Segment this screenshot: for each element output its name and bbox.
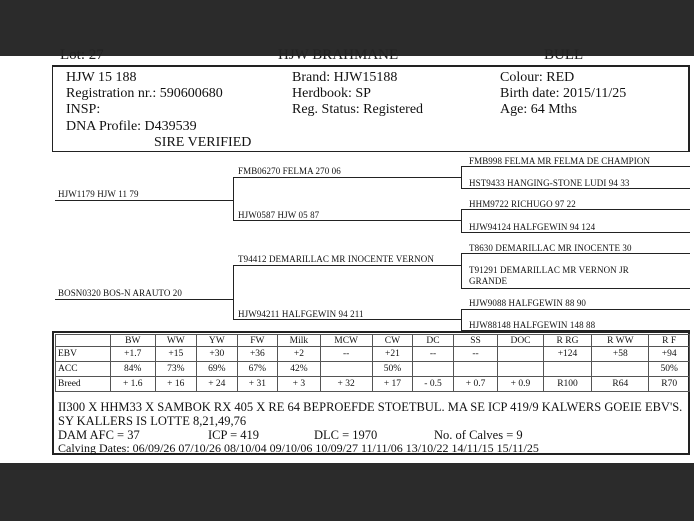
ebv-cell [320,362,372,377]
ebv-cell: + 24 [197,377,238,392]
ebv-header-cell: MCW [320,335,372,347]
dd-branch [461,309,462,330]
ebv-cell: +94 [649,347,690,362]
calving-dates: Calving Dates: 06/09/26 07/10/26 08/10/04 09/10/06 10/09/27 11/11/06 13/10/22 14/11/15 15/11/25 [58,441,539,455]
pedigree-sire-sire: FMB06270 FELMA 270 06 [238,166,341,176]
ebv-header-row [56,335,690,347]
ebv-cell: + 0.9 [498,377,543,392]
ebv-cell: +2 [278,347,320,362]
header-right-rule [688,65,690,152]
ebv-cell: -- [453,347,498,362]
ebv-cell: 67% [237,362,278,377]
ebv-cell: +21 [372,347,413,362]
sd-rule [233,220,461,221]
ss-rule [233,177,461,178]
dam-icp: ICP = 419 [208,428,260,442]
ebv-cell: 84% [111,362,156,377]
pedigree-ggp-4: HJW94124 HALFGEWIN 94 124 [469,222,596,232]
ebv-header-cell [56,335,111,347]
ebv-header-cell: R F [649,335,690,347]
ebv-cell [498,362,543,377]
ebv-header-cell: BW [111,335,156,347]
dna-profile: DNA Profile: D439539 [66,119,197,134]
g6-rule [461,288,690,289]
ds-rule [233,265,461,266]
g2-rule [461,188,690,189]
sire-verified: SIRE VERIFIED [154,135,252,150]
ebv-cell: 50% [649,362,690,377]
pedigree-ggp-6: T91291 DEMARILLAC MR VERNON JR GRANDE [469,265,629,286]
ebv-cell: -- [413,347,454,362]
header-bottom-rule [52,151,690,152]
ebv-row [56,362,690,377]
ebv-cell: -- [320,347,372,362]
dam-stats [58,428,678,442]
ebv-header-cell: R WW [592,335,649,347]
pedigree-ggp-3: HHM9722 RICHUGO 97 22 [469,199,576,209]
ebv-box-left [52,331,54,455]
ebv-cell [413,362,454,377]
sire-rule [55,200,233,201]
ebv-cell: 73% [155,362,197,377]
ebv-header-cell: DC [413,335,454,347]
ebv-cell: + 3 [278,377,320,392]
dam-calves: No. of Calves = 9 [434,428,523,442]
lot-heading [60,47,620,63]
g7-rule [461,309,690,310]
dd-rule [233,319,461,320]
ebv-header-cell: WW [155,335,197,347]
insp-field: INSP: [66,102,101,117]
ebv-header-cell: Milk [278,335,320,347]
birth-date: Birth date: 2015/11/25 [500,86,627,101]
ebv-cell: + 1.6 [111,377,156,392]
ebv-cell: 69% [197,362,238,377]
brand: Brand: HJW15188 [292,70,398,85]
remarks-line-1: II300 X HHM33 X SAMBOK RX 405 X RE 64 BEPROEFDE STOETBUL. MA SE ICP 419/9 KALWERS GOEIE EBV'S. [58,400,683,414]
pedigree-ggp-1: FMB998 FELMA MR FELMA DE CHAMPION [469,156,651,166]
dam-afc: DAM AFC = 37 [58,428,140,442]
pedigree-ggp-2: HST9433 HANGING-STONE LUDI 94 33 [469,178,630,188]
ebv-cell: + 0.7 [453,377,498,392]
lot-number: Lot: 27 [60,47,104,63]
ebv-header-cell: SS [453,335,498,347]
pedigree-dam-dam: HJW94211 HALFGEWIN 94 211 [238,309,364,319]
ebv-cell: + 31 [237,377,278,392]
ebv-cell: Breed [56,377,111,392]
ebv-cell: 42% [278,362,320,377]
ebv-row [56,347,690,362]
ebv-header-cell: R RG [543,335,592,347]
pedigree-ggp-8: HJW88148 HALFGEWIN 148 88 [469,320,596,330]
ebv-cell: R70 [649,377,690,392]
sd-branch [461,209,462,232]
reg-status: Reg. Status: Registered [292,102,424,117]
ebv-cell: 50% [372,362,413,377]
ebv-cell: R100 [543,377,592,392]
age: Age: 64 Mths [500,102,577,117]
ebv-cell: + 16 [155,377,197,392]
sire-branch [233,177,234,220]
g4-rule [461,232,690,233]
ebv-cell: +124 [543,347,592,362]
colour: Colour: RED [500,70,575,85]
animal-name: HJW BRAHMANE [278,47,399,63]
pedigree-dam: BOSN0320 BOS-N ARAUTO 20 [58,288,183,298]
ebv-cell: +15 [155,347,197,362]
ebv-cell: ACC [56,362,111,377]
ebv-header-cell: FW [237,335,278,347]
dam-dlc: DLC = 1970 [314,428,378,442]
header-left-rule [52,65,53,152]
header-top-rule [52,65,690,67]
ebv-cell: + 17 [372,377,413,392]
ebv-cell: - 0.5 [413,377,454,392]
animal-sex: BULL [544,47,584,63]
registration-number: Registration nr.: 590600680 [66,86,223,101]
ebv-cell: + 32 [320,377,372,392]
ebv-header-cell: YW [197,335,238,347]
pedigree-ggp-5: T8630 DEMARILLAC MR INOCENTE 30 [469,243,632,253]
dam-branch [233,265,234,319]
g1-rule [461,166,690,167]
pedigree-sire: HJW1179 HJW 11 79 [58,189,139,199]
ebv-cell [543,362,592,377]
ebv-cell: +1.7 [111,347,156,362]
remarks-line-2: SY KALLERS IS LOTTE 8,21,49,76 [58,414,247,428]
g5-rule [461,253,690,254]
herdbook: Herdbook: SP [292,86,371,101]
ebv-cell [498,347,543,362]
catalogue-page [0,47,694,463]
ebv-header-cell: DOC [498,335,543,347]
dam-rule [55,299,233,300]
ebv-box-top [52,331,690,333]
ebv-table [55,334,690,392]
animal-id: HJW 15 188 [66,70,137,85]
g3-rule [461,209,690,210]
ebv-cell: +36 [237,347,278,362]
ebv-cell: +30 [197,347,238,362]
pedigree-ggp-7: HJW9088 HALFGEWIN 88 90 [469,298,587,308]
pedigree-dam-sire: T94412 DEMARILLAC MR INOCENTE VERNON [238,254,434,264]
ebv-cell [592,362,649,377]
ebv-cell: EBV [56,347,111,362]
ds-branch [461,253,462,288]
ebv-cell: R64 [592,377,649,392]
ss-branch [461,166,462,188]
pedigree-sire-dam: HJW0587 HJW 05 87 [238,210,320,220]
ebv-header-cell: CW [372,335,413,347]
ebv-row [56,377,690,392]
ebv-cell: +58 [592,347,649,362]
ebv-cell [453,362,498,377]
